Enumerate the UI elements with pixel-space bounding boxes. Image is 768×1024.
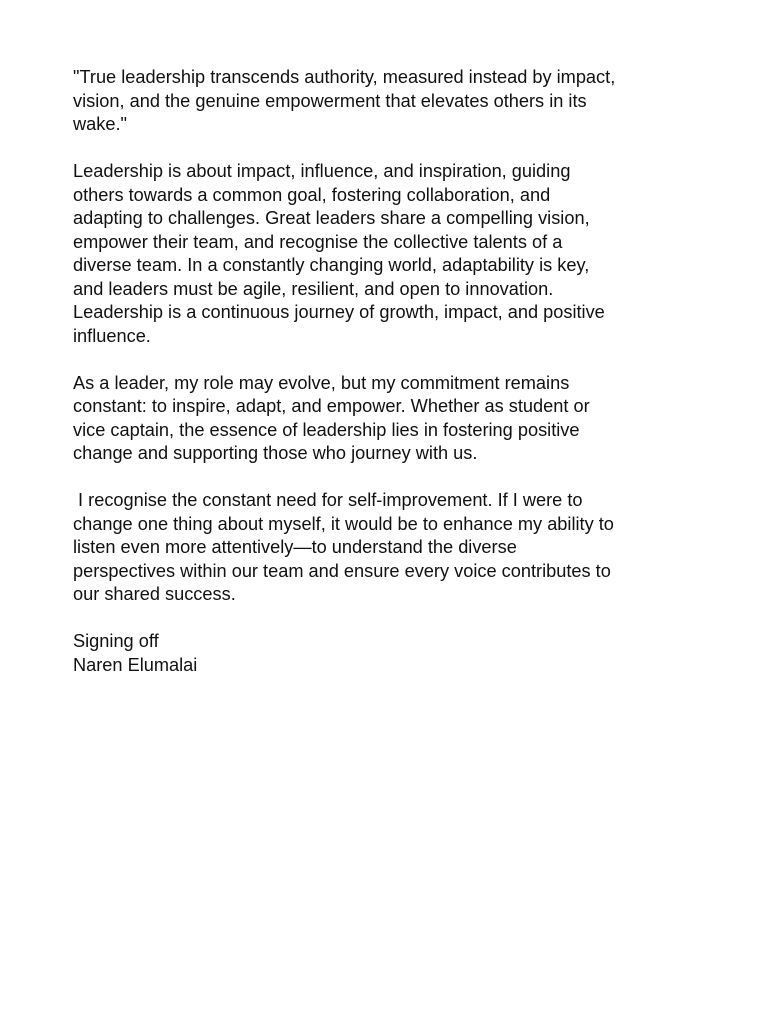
signoff-name: Naren Elumalai (73, 654, 198, 675)
document-page (73, 66, 703, 701)
paragraph-line: vice captain, the essence of leadership lies in fostering positive (73, 419, 580, 440)
quote-line: wake." (73, 114, 127, 134)
paragraph-line: and leaders must be agile, resilient, and open to innovation. (73, 278, 554, 299)
paragraph-line: change one thing about myself, it would be to enhance my ability to (73, 513, 614, 534)
quote-line: "True leadership transcends authority, measured instead by impact, (73, 67, 616, 87)
paragraph-line: change and supporting those who journey with us. (73, 443, 478, 463)
signoff-block (73, 630, 703, 677)
paragraph-line: adapting to challenges. Great leaders share a compelling vision, (73, 208, 590, 228)
paragraph-line: perspectives within our team and ensure every voice contributes to (73, 560, 611, 581)
paragraph-line: constant: to inspire, adapt, and empower. Whether as student or (73, 396, 590, 416)
paragraph-line: I recognise the constant need for self-improvement. If I were to (73, 490, 583, 510)
role-paragraph (73, 372, 703, 466)
paragraph-line: others towards a common goal, fostering collaboration, and (73, 184, 551, 205)
paragraph-line: diverse team. In a constantly changing world, adaptability is key, (73, 255, 590, 275)
leadership-paragraph (73, 160, 703, 348)
self-improvement-paragraph (73, 489, 703, 607)
quote-line: vision, and the genuine empowerment that elevates others in its (73, 90, 587, 111)
opening-quote (73, 66, 703, 137)
paragraph-line: Leadership is a continuous journey of growth, impact, and positive (73, 302, 605, 322)
paragraph-line: our shared success. (73, 584, 236, 604)
paragraph-line: listen even more attentively—to understand the diverse (73, 537, 517, 557)
paragraph-line: empower their team, and recognise the collective talents of a (73, 231, 563, 252)
paragraph-line: influence. (73, 325, 151, 346)
paragraph-line: Leadership is about impact, influence, and inspiration, guiding (73, 161, 571, 181)
paragraph-line: As a leader, my role may evolve, but my commitment remains (73, 372, 570, 393)
signoff-closing: Signing off (73, 631, 159, 651)
